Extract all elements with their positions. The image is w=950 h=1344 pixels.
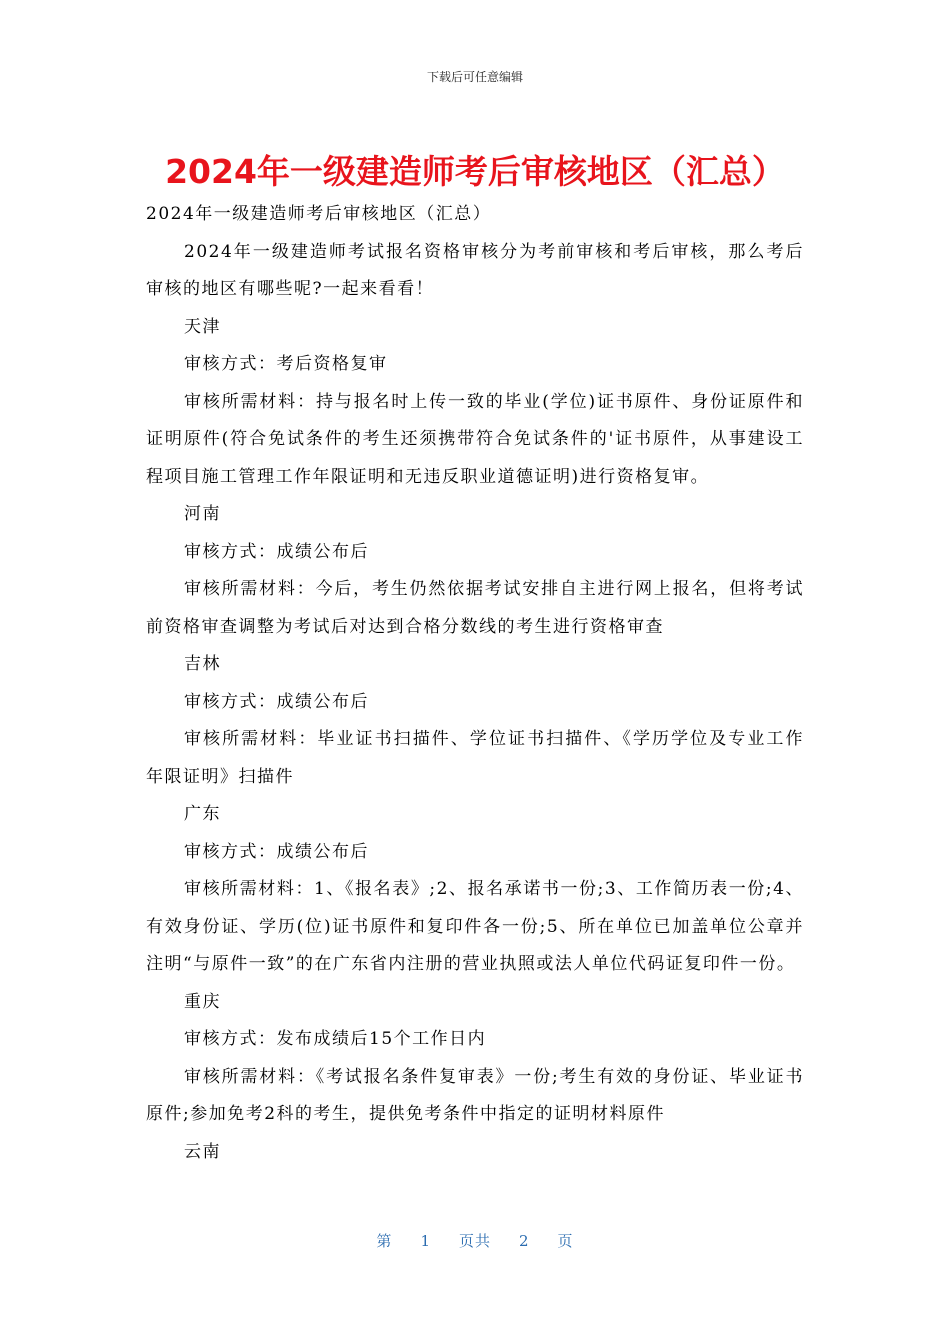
paragraph: 吉林 [184, 654, 221, 674]
paragraph: 审核方式：发布成绩后15个工作日内 [184, 1029, 487, 1049]
page-footer [0, 1230, 950, 1251]
document-title: 2024年一级建造师考后审核地区（汇总） [165, 152, 785, 191]
footer-end: 页 [557, 1232, 574, 1250]
page-header: 下载后可任意编辑 [426, 70, 523, 84]
footer-total-pages: 2 [519, 1232, 530, 1250]
footer-mid: 页共 [458, 1232, 491, 1250]
paragraph: 2024年一级建造师考试报名资格审核分为考前审核和考后审核，那么考后审核的地区有哪些呢?一起来看看！ [146, 241, 804, 299]
paragraph: 重庆 [184, 991, 221, 1012]
paragraph: 审核方式：成绩公布后 [184, 691, 369, 712]
footer-page-number: 1 [420, 1232, 431, 1250]
paragraph: 审核所需材料：1、《报名表》;2、报名承诺书一份;3、工作简历表一份;4、有效身份证、学历(位)证书原件和复印件各一份;5、所在单位已加盖单位公章并注明“与原件一致”的在广东省内注册的营业执照或法人单位代码证复印件一份。 [146, 879, 804, 974]
paragraph: 广东 [184, 804, 221, 824]
paragraph: 天津 [184, 316, 221, 337]
footer-label: 第 [376, 1232, 393, 1250]
paragraph: 2024年一级建造师考后审核地区（汇总） [146, 204, 492, 224]
paragraph: 审核所需材料：今后，考生仍然依据考试安排自主进行网上报名，但将考试前资格审查调整为考试后对达到合格分数线的考生进行资格审查 [146, 579, 804, 637]
document-body [146, 196, 804, 1171]
paragraph: 云南 [184, 1141, 221, 1162]
paragraph: 审核方式：成绩公布后 [184, 541, 369, 562]
paragraph: 审核所需材料：《考试报名条件复审表》一份;考生有效的身份证、毕业证书原件;参加免考2科的考生，提供免考条件中指定的证明材料原件 [146, 1066, 804, 1124]
paragraph: 审核方式：成绩公布后 [184, 841, 369, 862]
paragraph: 审核所需材料：毕业证书扫描件、学位证书扫描件、《学历学位及专业工作年限证明》扫描件 [146, 729, 804, 787]
paragraph: 审核方式：考后资格复审 [184, 354, 388, 374]
paragraph: 河南 [184, 504, 221, 524]
paragraph: 审核所需材料：持与报名时上传一致的毕业(学位)证书原件、身份证原件和证明原件(符合免试条件的考生还须携带符合免试条件的'证书原件，从事建设工程项目施工管理工作年限证明和无违反职业道德证明)进行资格复审。 [146, 391, 804, 487]
